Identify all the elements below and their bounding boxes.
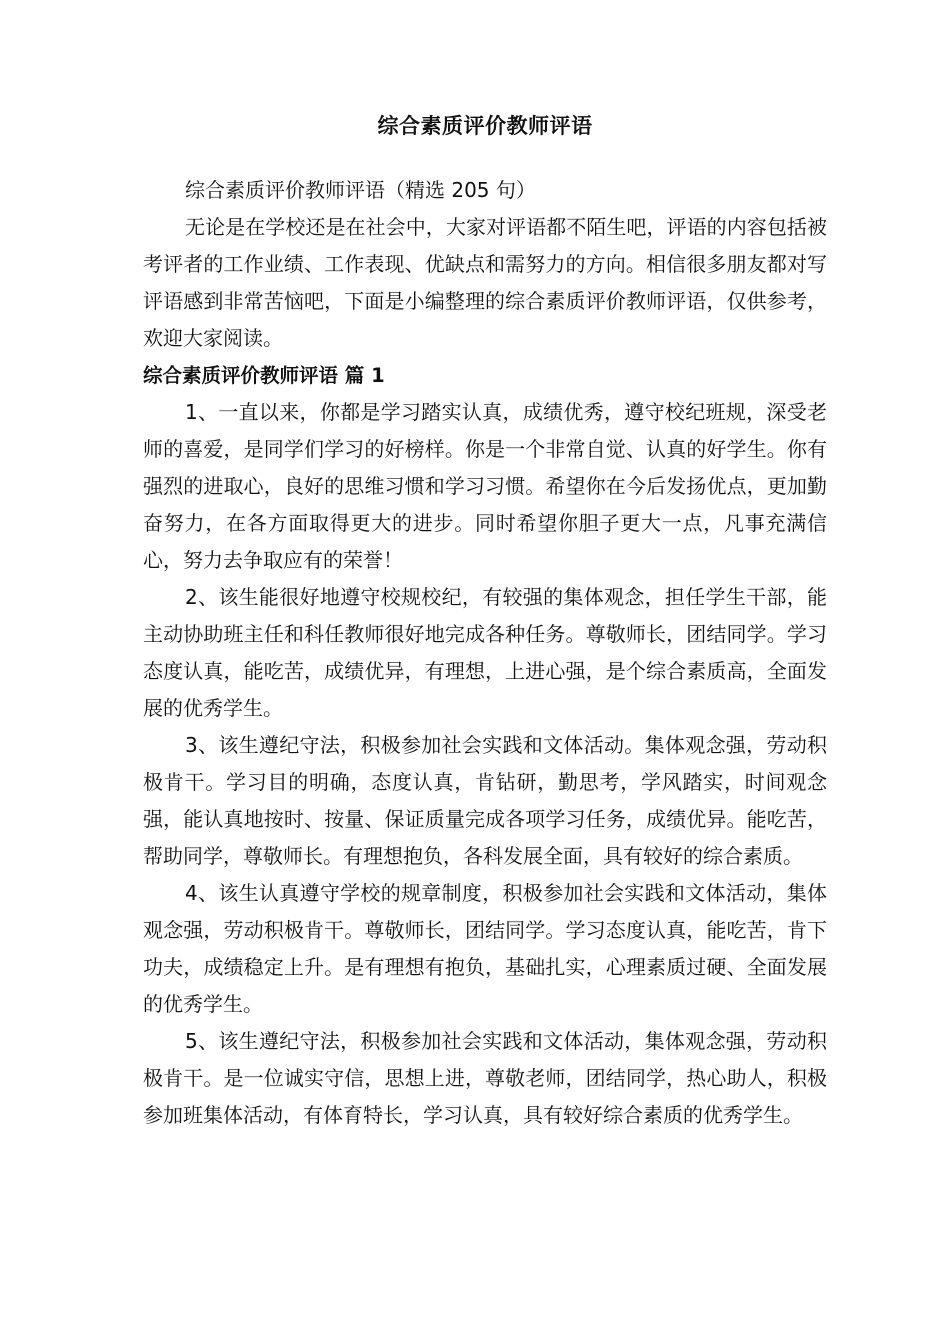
comment-item-5: 5、该生遵纪守法，积极参加社会实践和文体活动，集体观念强，劳动积极肯干。是一位诚实守信，思想上进，尊敬老师，团结同学，热心助人，积极参加班集体活动，有体育特长，学习认真，具有较好综合素质的优秀学生。 bbox=[143, 1029, 827, 1127]
intro-paragraph: 无论是在学校还是在社会中，大家对评语都不陌生吧，评语的内容包括被考评者的工作业绩、工作表现、优缺点和需努力的方向。相信很多朋友都对写评语感到非常苦恼吧，下面是小编整理的综合素质评价教师评语，仅供参考，欢迎大家阅读。 bbox=[143, 215, 827, 350]
document-page bbox=[143, 108, 827, 1134]
comment-item-3: 3、该生遵纪守法，积极参加社会实践和文体活动。集体观念强，劳动积极肯干。学习目的明确，态度认真，肯钻研，勤思考，学风踏实，时间观念强，能认真地按时、按量、保证质量完成各项学习任务，成绩优异。能吃苦，帮助同学，尊敬师长。有理想抱负，各科发展全面，具有较好的综合素质。 bbox=[143, 733, 827, 868]
comment-item-4: 4、该生认真遵守学校的规章制度，积极参加社会实践和文体活动，集体观念强，劳动积极肯干。尊敬师长，团结同学。学习态度认真，能吃苦，肯下功夫，成绩稳定上升。是有理想有抱负，基础扎实，心理素质过硬、全面发展的优秀学生。 bbox=[143, 881, 827, 1016]
section-heading: 综合素质评价教师评语 篇 1 bbox=[143, 364, 385, 387]
document-subtitle: 综合素质评价教师评语（精选 205 句） bbox=[185, 178, 536, 202]
comment-item-1: 1、一直以来，你都是学习踏实认真，成绩优秀，遵守校纪班规，深受老师的喜爱，是同学们学习的好榜样。你是一个非常自觉、认真的好学生。你有强烈的进取心，良好的思维习惯和学习习惯。希望你在今后发扬优点，更加勤奋努力，在各方面取得更大的进步。同时希望你胆子更大一点，凡事充满信心，努力去争取应有的荣誉！ bbox=[143, 400, 827, 572]
comment-item-2: 2、该生能很好地遵守校规校纪，有较强的集体观念，担任学生干部，能主动协助班主任和科任教师很好地完成各种任务。尊敬师长，团结同学。学习态度认真，能吃苦，成绩优异，有理想，上进心强，是个综合素质高，全面发展的优秀学生。 bbox=[143, 585, 827, 720]
document-title: 综合素质评价教师评语 bbox=[377, 114, 593, 138]
